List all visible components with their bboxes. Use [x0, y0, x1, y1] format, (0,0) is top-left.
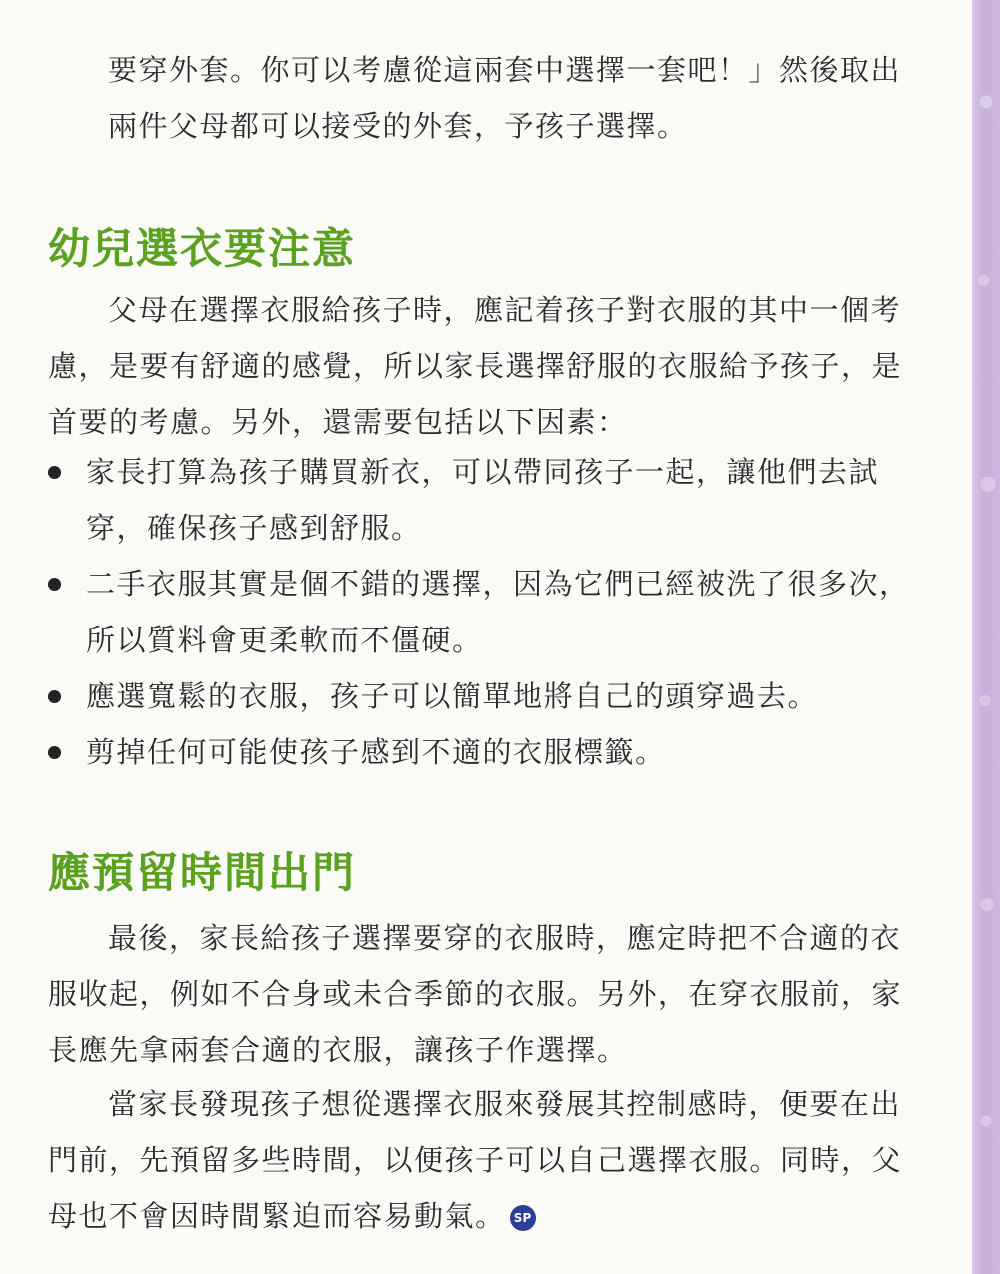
section-heading-choosing-clothes: 幼兒選衣要注意 — [48, 224, 357, 273]
list-item-line: 所以質料會更柔軟而不僵硬。 — [86, 623, 483, 657]
list-item-line: 二手衣服其實是個不錯的選擇，因為它們已經被洗了很多次， — [86, 567, 910, 601]
paragraph-line: 服收起，例如不合身或未合季節的衣服。另外，在穿衣服前，家 — [48, 977, 903, 1011]
paragraph-line: 最後，家長給孩子選擇要穿的衣服時，應定時把不合適的衣 — [108, 921, 902, 955]
sp-logo-icon: SP — [510, 1205, 536, 1231]
bullet-icon — [48, 746, 61, 759]
paragraph-line: 父母在選擇衣服給孩子時，應記着孩子對衣服的其中一個考 — [108, 293, 902, 327]
list-item-line: 剪掉任何可能使孩子感到不適的衣服標籤。 — [86, 735, 666, 769]
list-item — [44, 444, 910, 556]
list-item — [44, 724, 910, 780]
paragraph-line-text: 母也不會因時間緊迫而容易動氣。 — [48, 1199, 506, 1233]
list-item — [44, 556, 910, 668]
section-heading-leave-time: 應預留時間出門 — [48, 848, 357, 897]
bullet-icon — [48, 690, 61, 703]
paragraph-line — [48, 1188, 902, 1244]
paragraph-line: 門前，先預留多些時間，以便孩子可以自己選擇衣服。同時，父 — [48, 1143, 903, 1177]
paragraph-line: 當家長發現孩子想從選擇衣服來發展其控制感時，便要在出 — [108, 1087, 902, 1121]
paragraph-line: 慮，是要有舒適的感覺，所以家長選擇舒服的衣服給予孩子，是 — [48, 349, 903, 383]
section2-paragraph-1 — [48, 910, 902, 1078]
list-item-line: 穿，確保孩子感到舒服。 — [86, 511, 422, 545]
considerations-list — [44, 444, 910, 780]
bullet-icon — [48, 466, 61, 479]
intro-line: 要穿外套。你可以考慮從這兩套中選擇一套吧！」然後取出 — [108, 53, 902, 87]
list-item-line: 應選寬鬆的衣服，孩子可以簡單地將自己的頭穿過去。 — [86, 679, 819, 713]
bullet-icon — [48, 578, 61, 591]
paragraph-line: 長應先拿兩套合適的衣服，讓孩子作選擇。 — [48, 1033, 628, 1067]
section1-paragraph — [48, 282, 902, 450]
intro-line: 兩件父母都可以接受的外套，予孩子選擇。 — [108, 109, 688, 143]
intro-paragraph — [108, 42, 901, 154]
section2-paragraph-2 — [48, 1076, 902, 1244]
list-item — [44, 668, 910, 724]
floral-pattern-decoration — [976, 0, 996, 1274]
paragraph-line: 首要的考慮。另外，還需要包括以下因素： — [48, 405, 628, 439]
list-item-line: 家長打算為孩子購買新衣，可以帶同孩子一起，讓他們去試 — [86, 455, 880, 489]
